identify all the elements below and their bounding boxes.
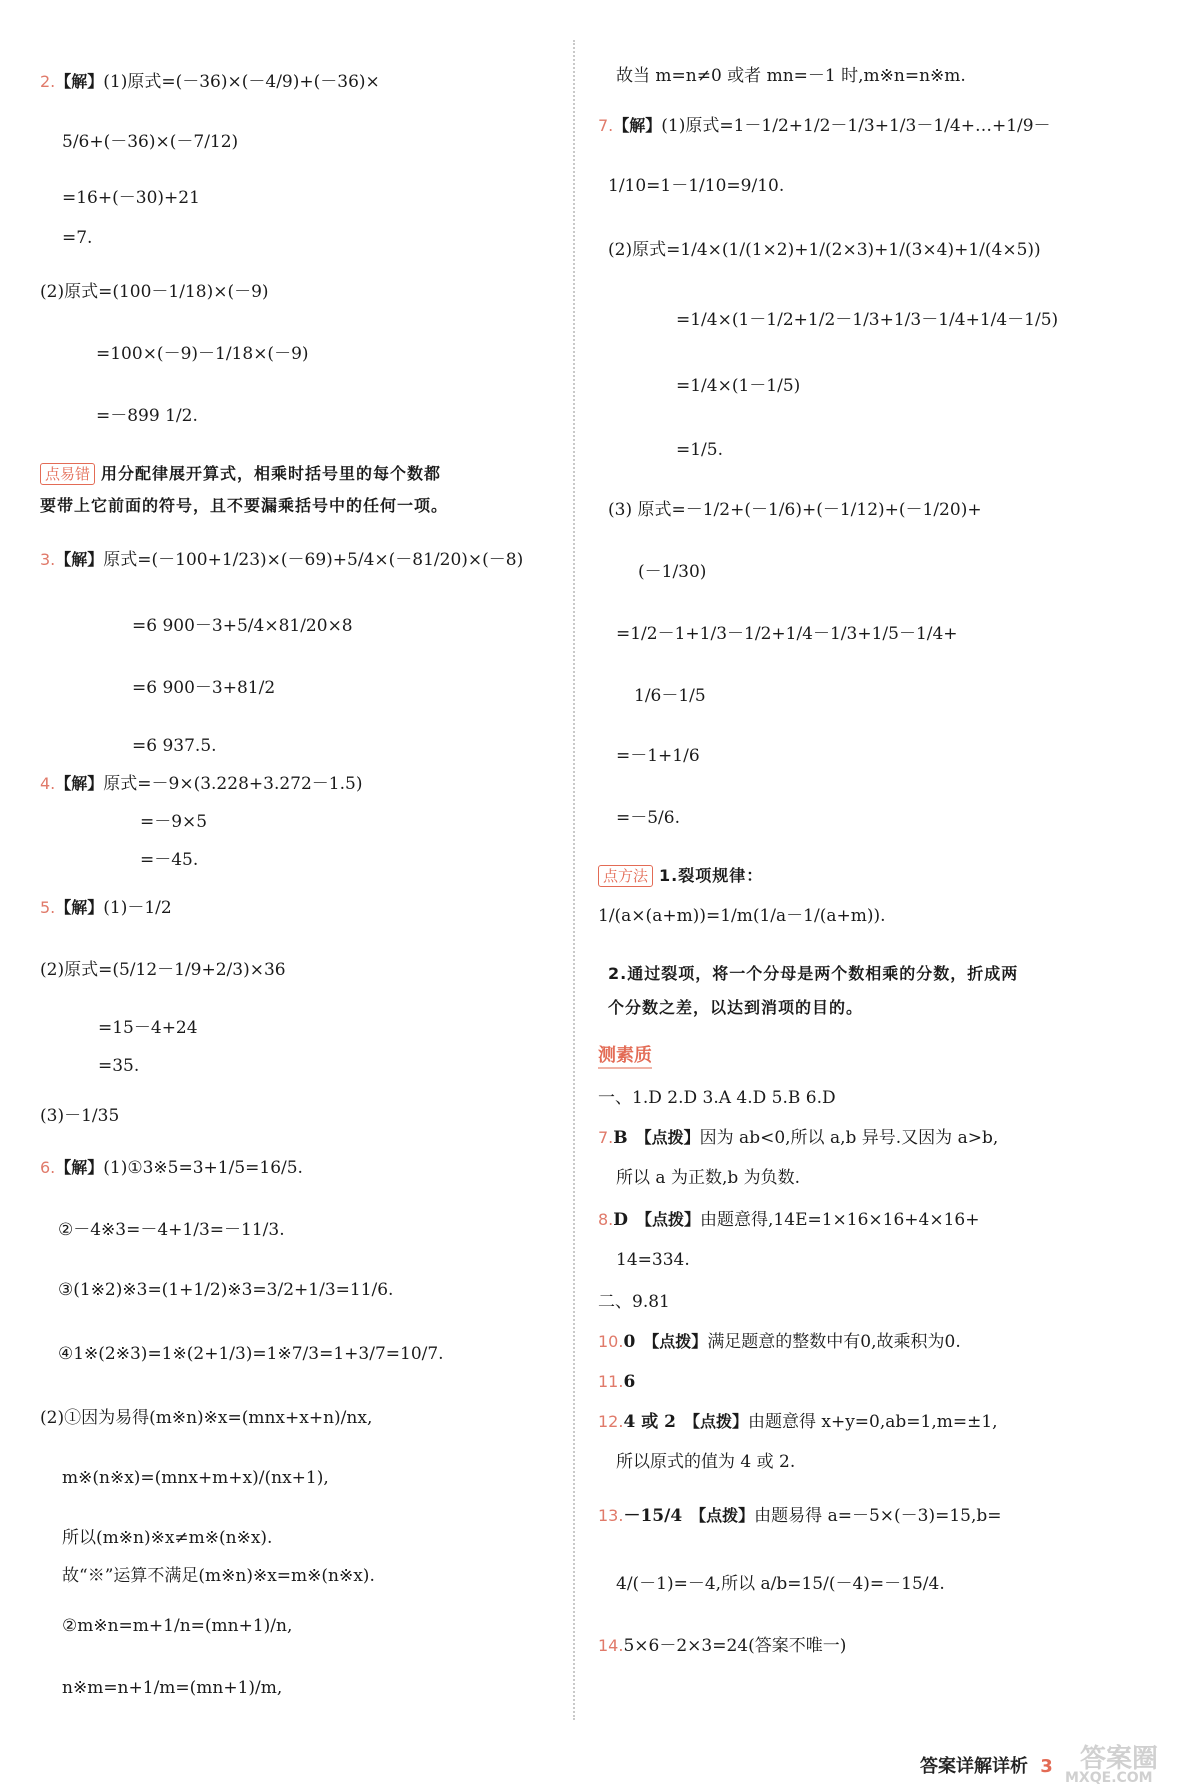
math-text: =1/5. <box>676 440 724 460</box>
solution-tag: 【点拨】 <box>683 1412 748 1431</box>
text-line <box>96 404 198 428</box>
solution-tag: 【解】 <box>55 72 104 91</box>
math-text: =6 900－3+5/4×81/20×8 <box>132 616 353 636</box>
text-line <box>132 676 275 700</box>
text-line <box>598 904 886 928</box>
text-line <box>608 962 1018 986</box>
math-text: (3) 原式=－1/2+(－1/6)+(－1/12)+(－1/20)+ <box>608 500 982 520</box>
math-text: 原式=－9×(3.228+3.272－1.5) <box>103 774 363 794</box>
text-line <box>676 438 723 462</box>
text-line <box>598 1330 961 1354</box>
column-divider <box>573 40 575 1720</box>
watermark-url: MXQE.COM <box>1065 1770 1153 1786</box>
math-text: 5/6+(－36)×(－7/12) <box>62 132 239 152</box>
text-line <box>598 1086 836 1110</box>
tip-text: 2.通过裂项，将一个分母是两个数相乘的分数，折成两 <box>608 964 1019 983</box>
math-text: 由题易得 a=－5×(－3)=15,b= <box>754 1506 1002 1526</box>
text-line <box>62 1466 329 1490</box>
text-line <box>40 772 362 796</box>
math-text: m※(n※x)=(mnx+m+x)/(nx+1), <box>62 1468 329 1488</box>
question-number: 3. <box>40 550 56 569</box>
text-line <box>40 494 448 518</box>
math-text: ②－4※3=－4+1/3=－11/3. <box>58 1220 285 1240</box>
math-text: ③(1※2)※3=(1+1/2)※3=3/2+1/3=11/6. <box>58 1280 394 1300</box>
math-text: 二、9.81 <box>598 1292 670 1312</box>
math-text: 由题意得 x+y=0,ab=1,m=±1, <box>747 1412 998 1432</box>
text-line <box>40 1156 303 1180</box>
text-line <box>676 308 1058 332</box>
text-line <box>62 1564 375 1588</box>
question-number: 13. <box>598 1506 624 1525</box>
math-text: ④1※(2※3)=1※(2+1/3)=1※7/3=1+3/7=10/7. <box>58 1344 444 1364</box>
text-line <box>616 806 680 830</box>
math-text: 故当 m=n≠0 或者 mn=－1 时,m※n=n※m. <box>616 66 966 86</box>
solution-tag: 【点拨】 <box>635 1128 700 1147</box>
text-line <box>40 958 286 982</box>
answer-choice: B <box>613 1128 628 1148</box>
math-text: 1/6－1/5 <box>634 686 706 706</box>
math-text: (2)原式=(5/12－1/9+2/3)×36 <box>40 960 286 980</box>
text-line <box>98 1054 139 1078</box>
text-line <box>58 1342 444 1366</box>
answer-choice: 6 <box>623 1372 636 1392</box>
question-number: 14. <box>598 1636 624 1655</box>
solution-tag: 【解】 <box>55 774 104 793</box>
math-text: (2)原式=1/4×(1/(1×2)+1/(2×3)+1/(3×4)+1/(4×5)) <box>608 240 1041 260</box>
math-text: 所以(m※n)※x≠m※(n※x). <box>62 1528 273 1548</box>
math-text: (2)①因为易得(m※n)※x=(mnx+x+n)/nx, <box>40 1408 373 1428</box>
text-line <box>616 622 958 646</box>
answer-choice: 4 或 2 <box>623 1412 676 1432</box>
text-line <box>616 64 966 88</box>
text-line <box>616 1166 800 1190</box>
text-line <box>62 226 92 250</box>
text-line <box>40 896 172 920</box>
math-text: 由题意得,14E=1×16×16+4×16+ <box>700 1210 980 1230</box>
text-line <box>608 996 863 1020</box>
text-line <box>598 1370 643 1394</box>
tip-text: 用分配律展开算式，相乘时括号里的每个数都 <box>101 464 442 483</box>
text-line <box>616 744 700 768</box>
math-text: 1/(a×(a+m))=1/m(1/a－1/(a+m)). <box>598 906 886 926</box>
math-text: 满足题意的整数中有0,故乘积为0. <box>707 1332 961 1352</box>
watermark-logo: 答案圈 <box>1080 1744 1159 1774</box>
math-text: 1/10=1－1/10=9/10. <box>608 176 785 196</box>
math-text: 14=334. <box>616 1250 690 1270</box>
footer-title: 答案详解详析 <box>920 1756 1028 1777</box>
text-line <box>40 548 523 572</box>
math-text: =6 900－3+81/2 <box>132 678 276 698</box>
text-line <box>40 1104 119 1128</box>
text-line <box>40 70 380 94</box>
question-number: 8. <box>598 1210 614 1229</box>
footer-label <box>920 1752 1053 1778</box>
text-line <box>676 374 800 398</box>
text-line <box>62 1676 282 1700</box>
text-line <box>616 1450 795 1474</box>
text-line <box>598 1410 998 1434</box>
math-text: =－1+1/6 <box>616 746 700 766</box>
text-line <box>40 1406 372 1430</box>
text-line <box>598 1126 998 1150</box>
solution-tag: 【解】 <box>55 550 104 569</box>
math-text: =－45. <box>140 850 199 870</box>
answer-choice: D <box>613 1210 629 1230</box>
text-line <box>58 1278 393 1302</box>
solution-tag: 【解】 <box>55 898 104 917</box>
question-number: 6. <box>40 1158 56 1177</box>
math-text: n※m=n+1/m=(mn+1)/m, <box>62 1678 283 1698</box>
page-number: 3 <box>1040 1756 1053 1777</box>
math-text: (1)①3※5=3+1/5=16/5. <box>103 1158 303 1178</box>
math-text: =－899 1/2. <box>96 406 198 426</box>
math-text: =－9×5 <box>140 812 208 832</box>
math-text: =6 937.5. <box>132 736 217 756</box>
math-text: =1/4×(1－1/5) <box>676 376 801 396</box>
math-text: ②m※n=m+1/n=(mn+1)/n, <box>62 1616 293 1636</box>
math-text: =7. <box>62 228 93 248</box>
text-line <box>98 1016 198 1040</box>
text-line <box>62 1526 272 1550</box>
text-line <box>58 1218 285 1242</box>
math-text: =1/2－1+1/3－1/2+1/4－1/3+1/5－1/4+ <box>616 624 958 644</box>
text-line <box>616 1248 690 1272</box>
tip-badge: 点方法 <box>598 865 653 887</box>
tip-text: 要带上它前面的符号，且不要漏乘括号中的任何一项。 <box>40 496 449 515</box>
text-line <box>140 810 207 834</box>
math-text: 所以 a 为正数,b 为负数. <box>616 1168 801 1188</box>
text-line <box>96 342 309 366</box>
question-number: 12. <box>598 1412 624 1431</box>
math-text: (1)－1/2 <box>103 898 172 918</box>
text-line <box>598 1634 846 1658</box>
math-text: =15－4+24 <box>98 1018 198 1038</box>
math-text: 5×6－2×3=24(答案不唯一) <box>623 1636 847 1656</box>
question-number: 5. <box>40 898 56 917</box>
tip-text: 1.裂项规律： <box>659 866 764 885</box>
solution-tag: 【点拨】 <box>643 1332 708 1351</box>
question-number: 2. <box>40 72 56 91</box>
math-text: =16+(－30)+21 <box>62 188 200 208</box>
text-line <box>40 462 441 486</box>
text-line <box>598 1290 670 1314</box>
math-text: (3)－1/35 <box>40 1106 120 1126</box>
text-line <box>598 864 763 888</box>
question-number: 10. <box>598 1332 624 1351</box>
answer-choice: －15/4 <box>623 1506 683 1526</box>
text-line <box>634 684 706 708</box>
text-line <box>62 130 238 154</box>
text-line <box>598 1504 1002 1528</box>
text-line <box>608 174 784 198</box>
math-text: 故“※”运算不满足(m※n)※x=m※(n※x). <box>62 1566 375 1586</box>
text-line <box>140 848 198 872</box>
text-line <box>608 238 1041 262</box>
solution-tag: 【解】 <box>613 116 662 135</box>
text-line <box>62 1614 292 1638</box>
question-number: 7. <box>598 116 614 135</box>
question-number: 7. <box>598 1128 614 1147</box>
solution-tag: 【点拨】 <box>690 1506 755 1525</box>
math-text: 原式=(－100+1/23)×(－69)+5/4×(－81/20)×(－8) <box>103 550 524 570</box>
math-text: =－5/6. <box>616 808 681 828</box>
text-line <box>132 614 353 638</box>
math-text: =1/4×(1－1/2+1/2－1/3+1/3－1/4+1/4－1/5) <box>676 310 1059 330</box>
math-text: (1)原式=(－36)×(－4/9)+(－36)× <box>103 72 380 92</box>
math-text: =35. <box>98 1056 140 1076</box>
solution-tag: 【解】 <box>55 1158 104 1177</box>
math-text: 因为 ab<0,所以 a,b 异号.又因为 a>b, <box>699 1128 999 1148</box>
answer-choice: 0 <box>623 1332 636 1352</box>
math-text: =100×(－9)－1/18×(－9) <box>96 344 309 364</box>
math-text: 所以原式的值为 4 或 2. <box>616 1452 796 1472</box>
text-line <box>638 560 706 584</box>
math-text: (－1/30) <box>638 562 707 582</box>
text-line <box>132 734 217 758</box>
section-title: 测素质 <box>598 1045 652 1069</box>
tip-text: 个分数之差，以达到消项的目的。 <box>608 998 864 1017</box>
tip-badge: 点易错 <box>40 463 95 485</box>
math-text: (2)原式=(100－1/18)×(－9) <box>40 282 269 302</box>
text-line <box>62 186 200 210</box>
text-line <box>598 1044 652 1068</box>
question-number: 4. <box>40 774 56 793</box>
text-line <box>40 280 269 304</box>
math-text: 一、1.D 2.D 3.A 4.D 5.B 6.D <box>598 1088 836 1108</box>
text-line <box>598 114 1051 138</box>
math-text: 4/(－1)=－4,所以 a/b=15/(－4)=－15/4. <box>616 1574 945 1594</box>
text-line <box>608 498 982 522</box>
text-line <box>616 1572 945 1596</box>
question-number: 11. <box>598 1372 624 1391</box>
solution-tag: 【点拨】 <box>636 1210 701 1229</box>
text-line <box>598 1208 979 1232</box>
math-text: (1)原式=1－1/2+1/2－1/3+1/3－1/4+…+1/9－ <box>661 116 1051 136</box>
